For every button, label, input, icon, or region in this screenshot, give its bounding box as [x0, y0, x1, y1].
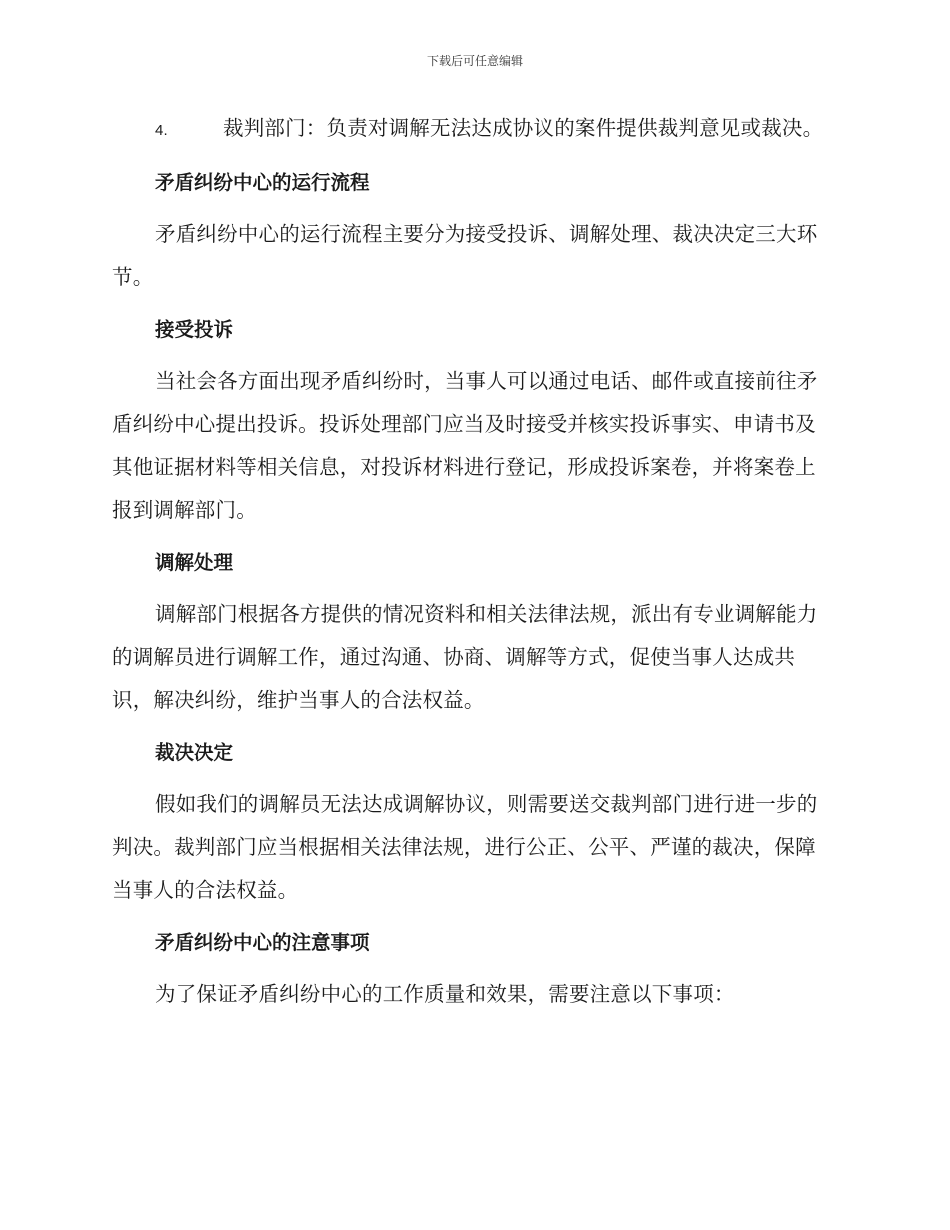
paragraph-mediation: 调解部门根据各方提供的情况资料和相关法律法规，派出有专业调解能力的调解员进行调解工作，通过沟通、协商、调解等方式，促使当事人达成共识，解决纠纷，维护当事人的合法权益。	[112, 602, 818, 712]
section-heading-mediation: 调解处理	[155, 551, 234, 574]
paragraph-operation-overview: 矛盾纠纷中心的运行流程主要分为接受投诉、调解处理、裁决决定三大环节。	[112, 222, 818, 289]
section-heading-operation-process: 矛盾纠纷中心的运行流程	[155, 171, 370, 194]
page-header-note: 下载后可任意编辑	[426, 54, 523, 68]
list-number: 4.	[155, 122, 168, 139]
paragraph-ruling: 假如我们的调解员无法达成调解协议，则需要送交裁判部门进行进一步的判决。裁判部门应当根据相关法律法规，进行公正、公平、严谨的裁决，保障当事人的合法权益。	[112, 792, 818, 902]
section-heading-precautions: 矛盾纠纷中心的注意事项	[155, 931, 370, 954]
list-item-judgment-department	[112, 107, 832, 152]
section-heading-ruling: 裁决决定	[155, 741, 234, 764]
section-heading-accept-complaints: 接受投诉	[155, 318, 234, 341]
paragraph-precautions: 为了保证矛盾纠纷中心的工作质量和效果，需要注意以下事项：	[155, 982, 735, 1006]
document-body	[112, 107, 832, 1025]
paragraph-accept-complaints: 当社会各方面出现矛盾纠纷时，当事人可以通过电话、邮件或直接前往矛盾纠纷中心提出投诉。投诉处理部门应当及时接受并核实投诉事实、申请书及其他证据材料等相关信息，对投诉材料进行登记，形成投诉案卷，并将案卷上报到调解部门。	[112, 369, 818, 522]
list-item-text: 裁判部门：负责对调解无法达成协议的案件提供裁判意见或裁决。	[223, 116, 824, 140]
